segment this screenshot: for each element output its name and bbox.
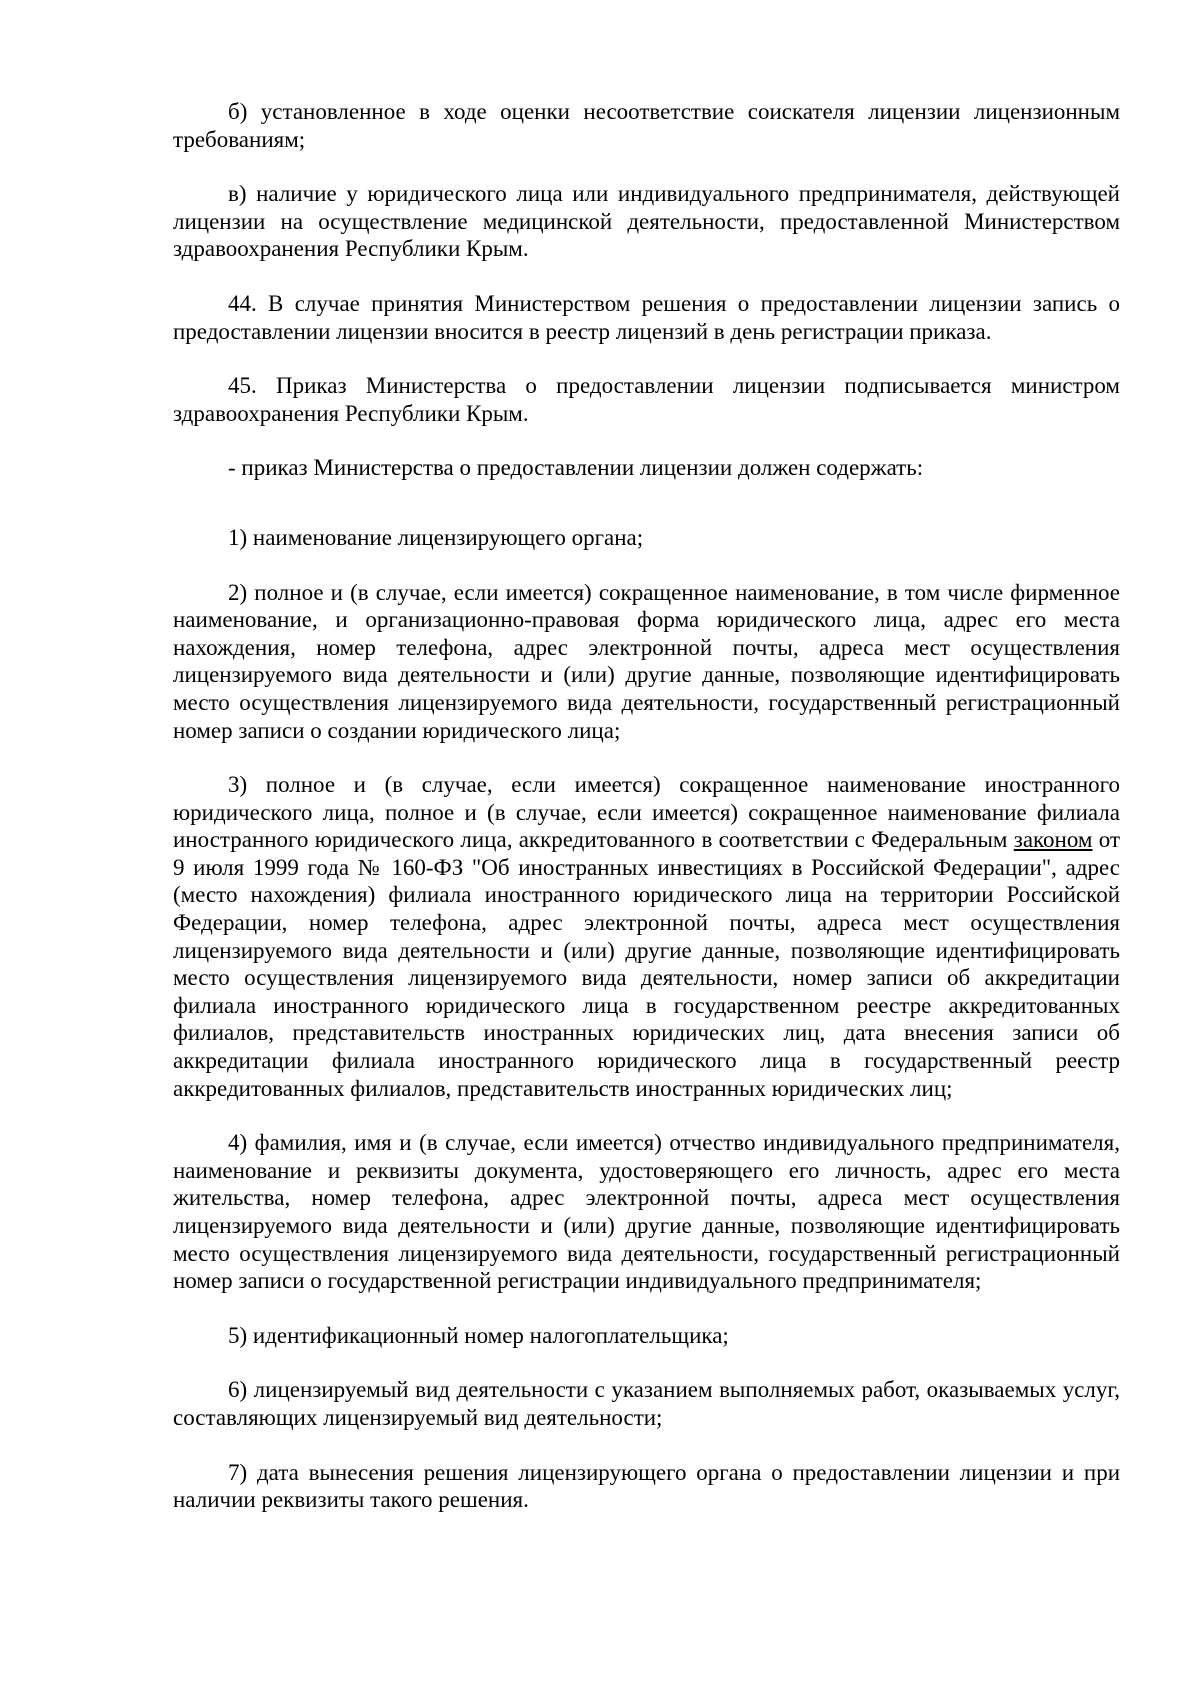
list-item-2: 2) полное и (в случае, если имеется) сокращенное наименование, в том числе фирменное наименование, и организационно-правовая форма юридического лица, адрес его места нахождения, номер телефона, адрес электронной почты, адреса мест осуществления лицензируемого вида деятельности и (или) другие данные, позволяющие идентифицировать место осуществления лицензируемого вида деятельности, государственный регистрационный номер записи о создании юридического лица; bbox=[173, 579, 1120, 743]
list-item-5: 5) идентификационный номер налогоплательщика; bbox=[228, 1322, 729, 1348]
paragraph-44: 44. В случае принятия Министерством решения о предоставлении лицензии запись о предоставлении лицензии вносится в реестр лицензий в день регистрации приказа. bbox=[173, 290, 1120, 344]
list-item-1: 1) наименование лицензирующего органа; bbox=[228, 524, 644, 550]
list-item-3-text-start: 3) полное и (в случае, если имеется) сокращенное наименование иностранного юридического лица, полное и (в случае, если имеется) сокращенное наименование филиала иностранного юридического лица, аккредитованного в соответствии с Федеральным bbox=[173, 772, 1120, 853]
document-page bbox=[173, 98, 1120, 1541]
list-item-6: 6) лицензируемый вид деятельности с указанием выполняемых работ, оказываемых услуг, составляющих лицензируемый вид деятельности; bbox=[173, 1377, 1120, 1430]
law-link[interactable]: законом bbox=[1013, 827, 1093, 853]
list-item-3-text-end: от 9 июля 1999 года № 160-ФЗ "Об иностранных инвестициях в Российской Федерации", адрес (место нахождения) филиала иностранного юридического лица на территории Российской Федерации, номер телефона, адрес электронной почты, адреса мест осуществления лицензируемого вида деятельности и (или) другие данные, позволяющие идентифицировать место осуществления лицензируемого вида деятельности, номер записи об аккредитации филиала иностранного юридического лица в государственном реестре аккредитованных филиалов, представительств иностранных юридических лиц, дата внесения записи об аккредитации филиала иностранного юридического лица в государственный реестр аккредитованных филиалов, представительств иностранных юридических лиц; bbox=[173, 827, 1121, 1101]
paragraph-v: в) наличие у юридического лица или индивидуального предпринимателя, действующей лицензии на осуществление медицинской деятельности, предоставленной Министерством здравоохранения Республики Крым. bbox=[173, 181, 1120, 262]
paragraph-order-contents: - приказ Министерства о предоставлении лицензии должен содержать: bbox=[228, 455, 924, 481]
paragraph-45: 45. Приказ Министерства о предоставлении лицензии подписывается министром здравоохранения Республики Крым. bbox=[173, 373, 1120, 426]
list-item-7: 7) дата вынесения решения лицензирующего органа о предоставлении лицензии и при наличии реквизиты такого решения. bbox=[173, 1459, 1120, 1513]
list-item-4: 4) фамилия, имя и (в случае, если имеется) отчество индивидуального предпринимателя, наименование и реквизиты документа, удостоверяющего его личность, адрес его места жительства, номер телефона, адрес электронной почты, адреса мест осуществления лицензируемого вида деятельности и (или) другие данные, позволяющие идентифицировать место осуществления лицензируемого вида деятельности, государственный регистрационный номер записи о государственной регистрации индивидуального предпринимателя; bbox=[173, 1130, 1120, 1294]
list-item-3 bbox=[173, 771, 1120, 1102]
paragraph-b: б) установленное в ходе оценки несоответствие соискателя лицензии лицензионным требованиям; bbox=[173, 99, 1120, 152]
